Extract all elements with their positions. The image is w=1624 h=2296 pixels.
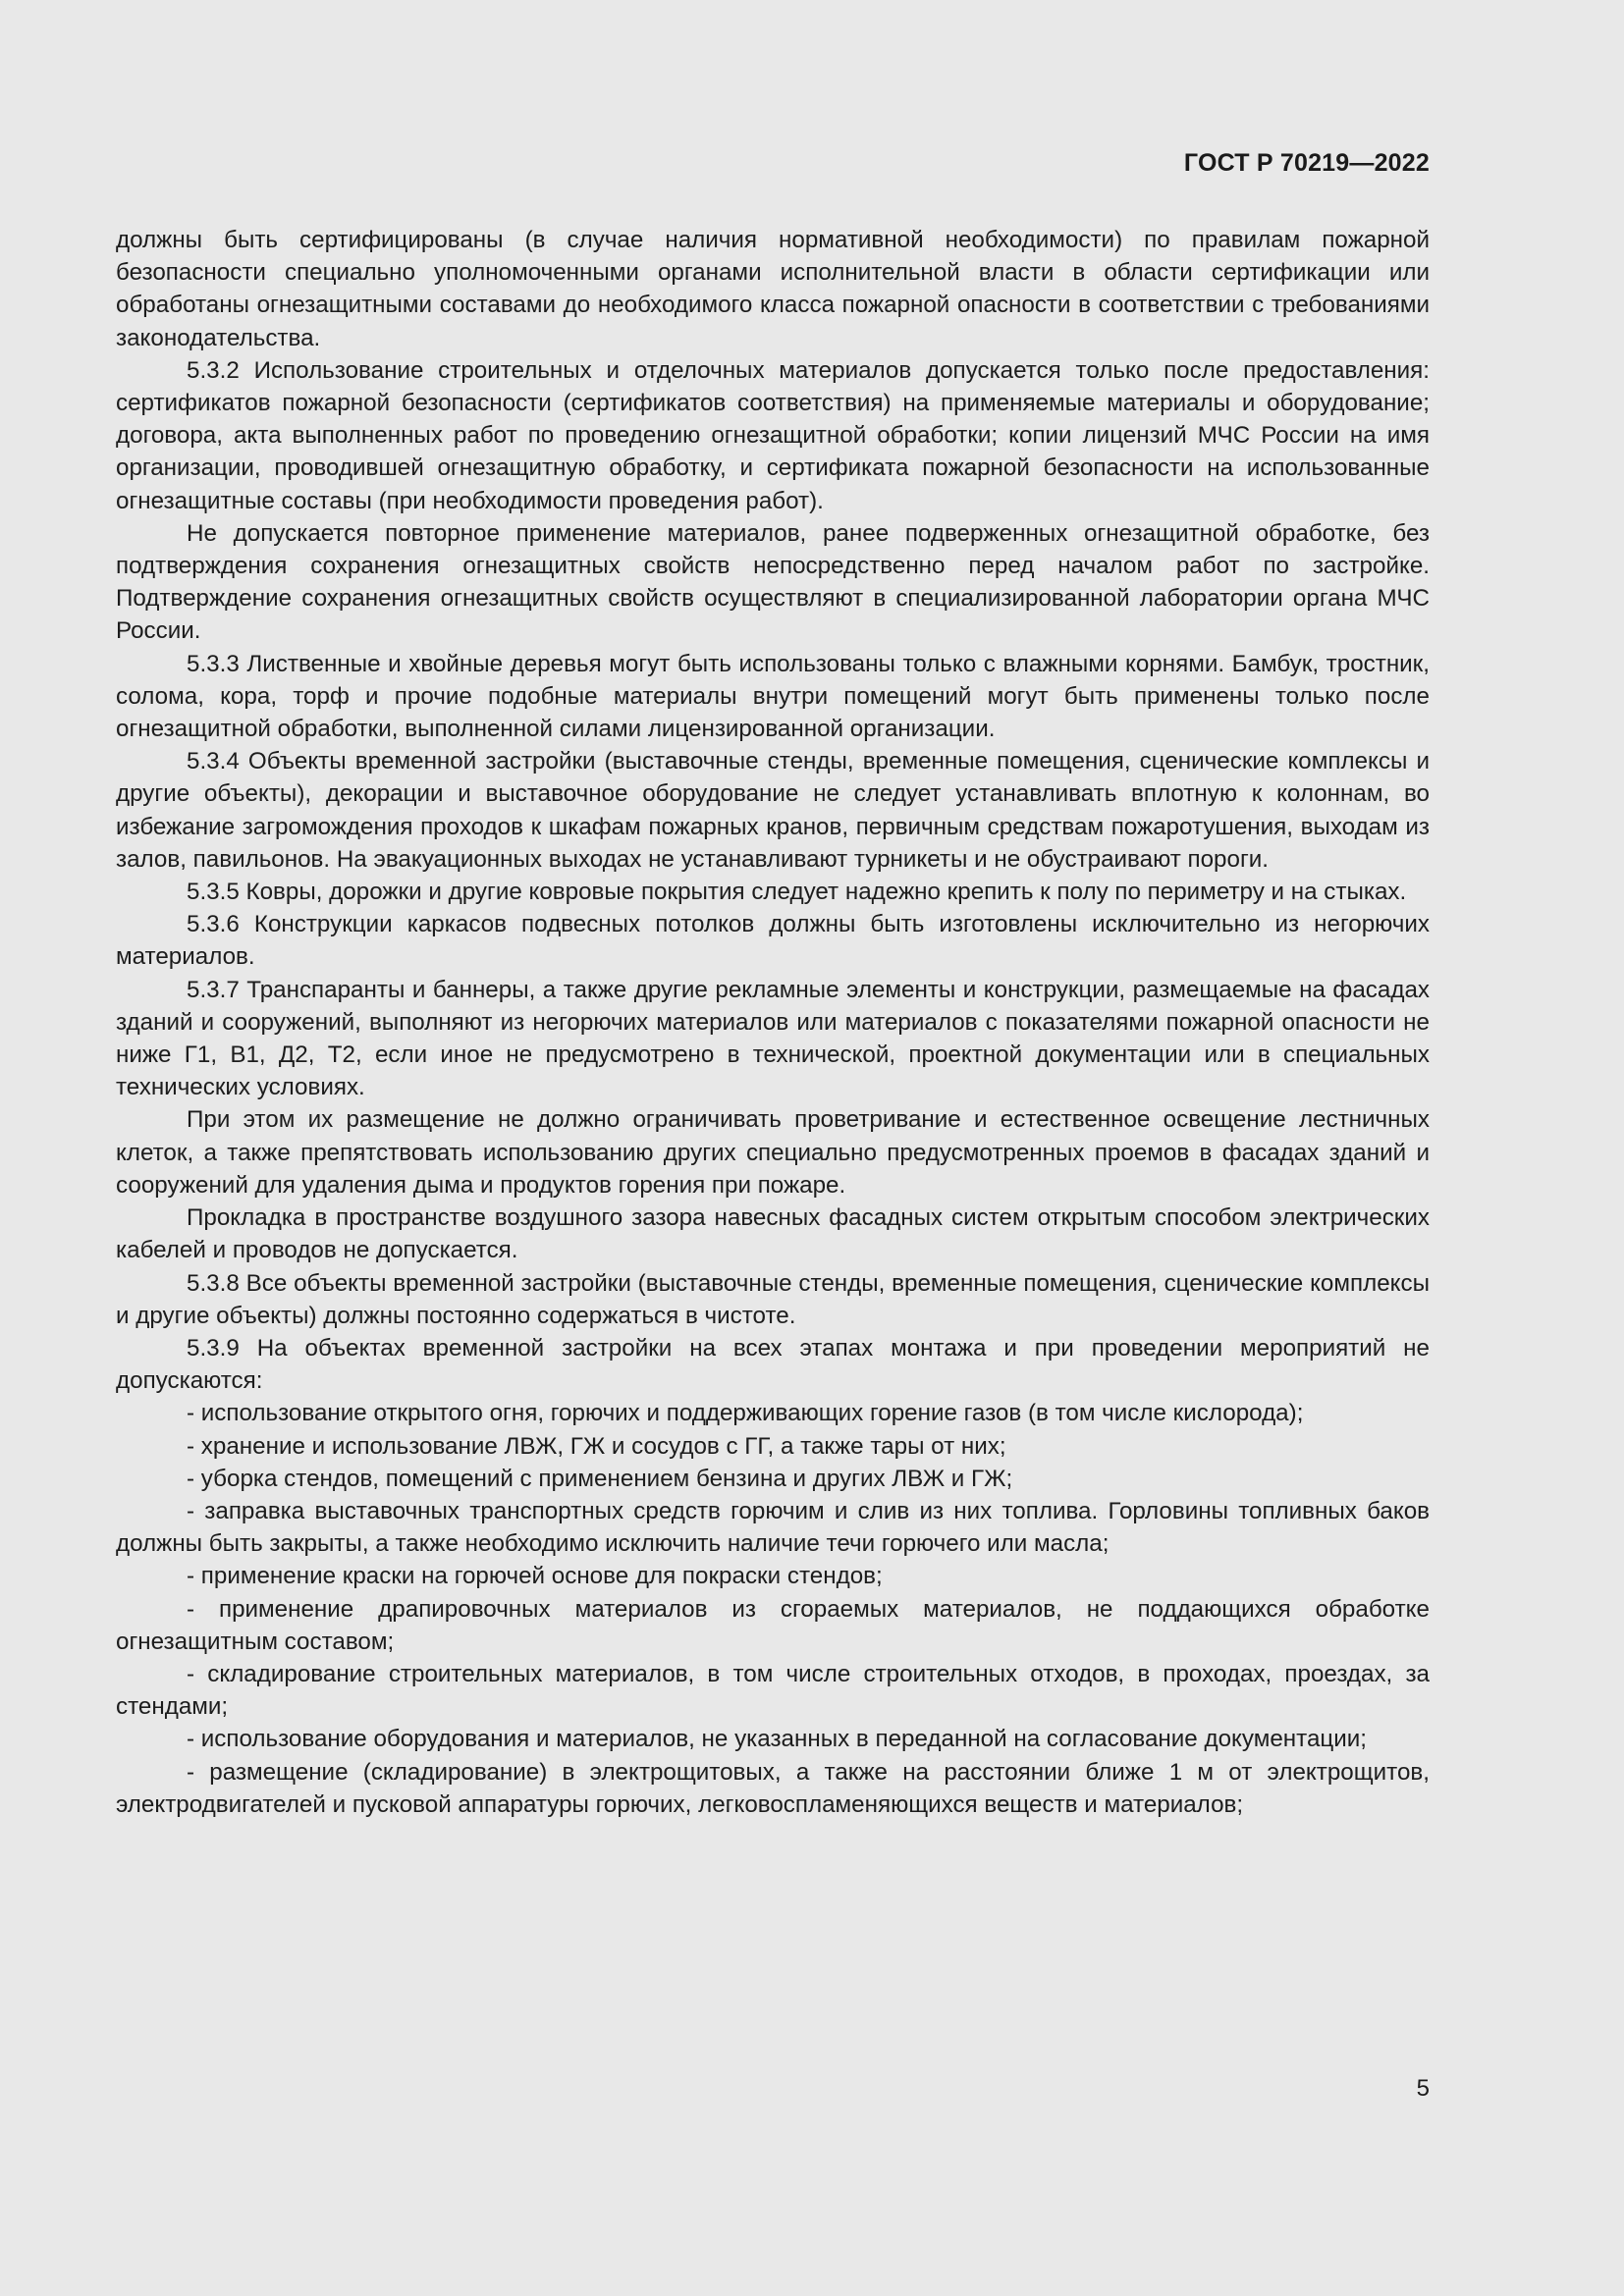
list-item: - использование оборудования и материалов, не указанных в переданной на согласование документации; [187, 1726, 1367, 1753]
list-item: - заправка выставочных транспортных средств горючим и слив из них топлива. Горловины топливных баков должны быть закрыты, а также необходимо исключить наличие течи горючего или масла; [116, 1497, 1430, 1558]
list-item: - применение краски на горючей основе для покраски стендов; [187, 1563, 883, 1590]
paragraph-placement: При этом их размещение не должно ограничивать проветривание и естественное освещение лестничных клеток, а также препятствовать использованию других специально предусмотренных проемов в фасадах зданий и сооружений для удаления дыма и продуктов горения при пожаре. [116, 1106, 1430, 1199]
list-item: - складирование строительных материалов, в том числе строительных отходов, в проходах, проездах, за стендами; [116, 1660, 1430, 1721]
list-item: - использование открытого огня, горючих и поддерживающих горение газов (в том числе кислорода); [187, 1400, 1304, 1427]
paragraph-5-3-3: 5.3.3 Лиственные и хвойные деревья могут быть использованы только с влажными корнями. Бамбук, тростник, солома, кора, торф и прочие подобные материалы внутри помещений могут быть применены только после огнезащитной обработки, выполненной силами лицензированной организации. [116, 650, 1430, 743]
paragraph-5-3-7: 5.3.7 Транспаранты и баннеры, а также другие рекламные элементы и конструкции, размещаемые на фасадах зданий и сооружений, выполняют из негорючих материалов или материалов с показателями пожарной опасности не ниже Г1, В1, Д2, Т2, если иное не предусмотрено в технической, проектной документации или в специальных технических условиях. [116, 976, 1430, 1101]
paragraph-5-3-8: 5.3.8 Все объекты временной застройки (выставочные стенды, временные помещения, сценические комплексы и другие объекты) должны постоянно содержаться в чистоте. [116, 1269, 1430, 1329]
paragraph-continuation: должны быть сертифицированы (в случае наличия нормативной необходимости) по правилам пожарной безопасности специально уполномоченными органами исполнительной власти в области сертификации или обработаны огнезащитными составами до необходимого класса пожарной опасности в соответствии с требованиями законодательства. [116, 227, 1430, 351]
page-number: 5 [1416, 2075, 1430, 2102]
list-item: - уборка стендов, помещений с применением бензина и других ЛВЖ и ГЖ; [187, 1465, 1013, 1492]
paragraph-5-3-4: 5.3.4 Объекты временной застройки (выставочные стенды, временные помещения, сценические комплексы и другие объекты), декорации и выставочное оборудование не следует устанавливать вплотную к колоннам, во избежание загромождения проходов к шкафам пожарных кранов, первичным средствам пожаротушения, выходам из залов, павильонов. На эвакуационных выходах не устанавливают турникеты и не обустраивают пороги. [116, 748, 1430, 873]
list-item: - хранение и использование ЛВЖ, ГЖ и сосудов с ГГ, а также тары от них; [187, 1432, 1006, 1460]
paragraph-repeat-use: Не допускается повторное применение материалов, ранее подверженных огнезащитной обработке, без подтверждения сохранения огнезащитных свойств непосредственно перед началом работ по застройке. Подтверждение сохранения огнезащитных свойств осуществляют в специализированной лаборатории органа МЧС России. [116, 519, 1430, 645]
list-item: - применение драпировочных материалов из сгораемых материалов, не поддающихся обработке огнезащитным составом; [116, 1595, 1430, 1655]
document-code-header: ГОСТ Р 70219—2022 [1183, 149, 1430, 177]
paragraph-5-3-9: 5.3.9 На объектах временной застройки на всех этапах монтажа и при проведении мероприятий не допускаются: [116, 1334, 1430, 1395]
list-item: - размещение (складирование) в электрощитовых, а также на расстоянии ближе 1 м от электрощитов, электродвигателей и пусковой аппаратуры горючих, легковоспламеняющихся веществ и материалов; [116, 1758, 1430, 1818]
paragraph-5-3-6: 5.3.6 Конструкции каркасов подвесных потолков должны быть изготовлены исключительно из негорючих материалов. [116, 911, 1430, 971]
document-body [116, 224, 1430, 1821]
paragraph-5-3-5: 5.3.5 Ковры, дорожки и другие ковровые покрытия следует надежно крепить к полу по периметру и на стыках. [187, 879, 1407, 906]
paragraph-cabling: Прокладка в пространстве воздушного зазора навесных фасадных систем открытым способом электрических кабелей и проводов не допускается. [116, 1204, 1430, 1264]
paragraph-5-3-2: 5.3.2 Использование строительных и отделочных материалов допускается только после предоставления: сертификатов пожарной безопасности (сертификатов соответствия) на применяемые материалы и оборудование; договора, акта выполненных работ по проведению огнезащитной обработки; копии лицензий МЧС России на имя организации, проводившей огнезащитную обработку, и сертификата пожарной безопасности на использованные огнезащитные составы (при необходимости проведения работ). [116, 356, 1430, 514]
